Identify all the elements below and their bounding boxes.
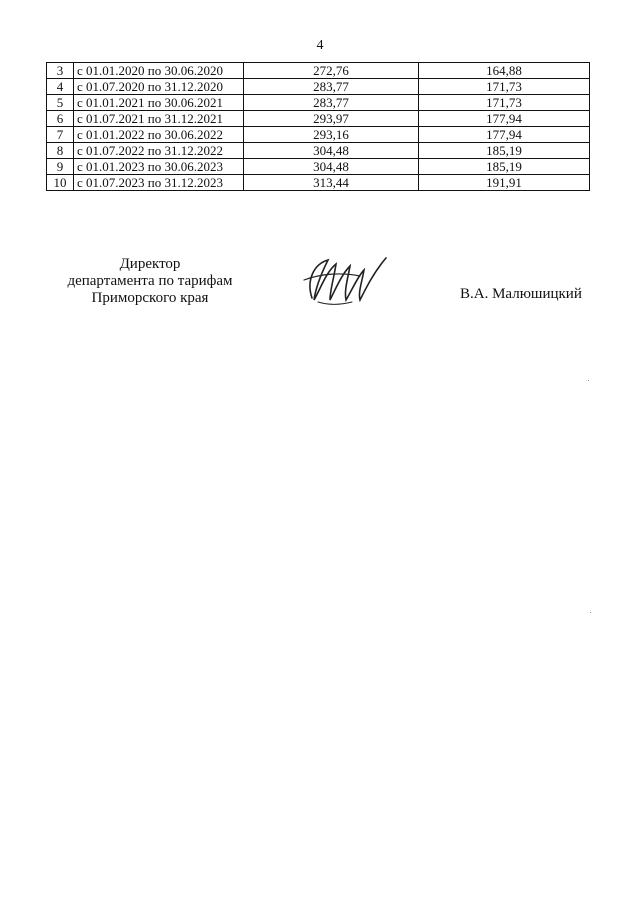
- scan-speck: [588, 380, 589, 381]
- row-number-cell: 9: [47, 159, 74, 175]
- row-number-cell: 6: [47, 111, 74, 127]
- period-cell: с 01.07.2023 по 31.12.2023: [74, 175, 244, 191]
- tariff-value-1-cell: 304,48: [244, 143, 419, 159]
- tariff-value-1-cell: 293,16: [244, 127, 419, 143]
- row-number-cell: 4: [47, 79, 74, 95]
- row-number-cell: 3: [47, 63, 74, 79]
- tariff-table: [46, 62, 590, 191]
- row-number-cell: 8: [47, 143, 74, 159]
- signatory-title: [50, 256, 250, 307]
- tariff-value-2-cell: 185,19: [419, 143, 590, 159]
- signatory-title-line-3: Приморского края: [91, 290, 209, 306]
- tariff-value-2-cell: 164,88: [419, 63, 590, 79]
- period-cell: с 01.07.2022 по 31.12.2022: [74, 143, 244, 159]
- table-row: [47, 159, 590, 175]
- period-cell: с 01.01.2020 по 30.06.2020: [74, 63, 244, 79]
- tariff-value-2-cell: 177,94: [419, 111, 590, 127]
- table-row: [47, 111, 590, 127]
- period-cell: с 01.01.2023 по 30.06.2023: [74, 159, 244, 175]
- signatory-title-line-2: департамента по тарифам: [67, 273, 233, 289]
- tariff-value-2-cell: 171,73: [419, 95, 590, 111]
- tariff-value-1-cell: 304,48: [244, 159, 419, 175]
- tariff-value-2-cell: 171,73: [419, 79, 590, 95]
- tariff-value-1-cell: 283,77: [244, 95, 419, 111]
- table-row: [47, 95, 590, 111]
- page-number: 4: [316, 38, 324, 53]
- period-cell: с 01.07.2020 по 31.12.2020: [74, 79, 244, 95]
- scan-speck: [590, 612, 591, 613]
- tariff-value-1-cell: 272,76: [244, 63, 419, 79]
- table-row: [47, 143, 590, 159]
- signatory-title-line-1: Директор: [119, 256, 181, 272]
- handwritten-signature: [300, 250, 390, 310]
- table-row: [47, 175, 590, 191]
- period-cell: с 01.01.2021 по 30.06.2021: [74, 95, 244, 111]
- row-number-cell: 5: [47, 95, 74, 111]
- period-cell: с 01.07.2021 по 31.12.2021: [74, 111, 244, 127]
- tariff-value-1-cell: 283,77: [244, 79, 419, 95]
- table-row: [47, 63, 590, 79]
- period-cell: с 01.01.2022 по 30.06.2022: [74, 127, 244, 143]
- tariff-value-2-cell: 185,19: [419, 159, 590, 175]
- row-number-cell: 10: [47, 175, 74, 191]
- tariff-value-1-cell: 293,97: [244, 111, 419, 127]
- tariff-value-2-cell: 191,91: [419, 175, 590, 191]
- table-row: [47, 127, 590, 143]
- tariff-value-1-cell: 313,44: [244, 175, 419, 191]
- row-number-cell: 7: [47, 127, 74, 143]
- table-row: [47, 79, 590, 95]
- signatory-name: В.А. Малюшицкий: [460, 286, 582, 302]
- tariff-value-2-cell: 177,94: [419, 127, 590, 143]
- tariff-table-body: [47, 63, 590, 191]
